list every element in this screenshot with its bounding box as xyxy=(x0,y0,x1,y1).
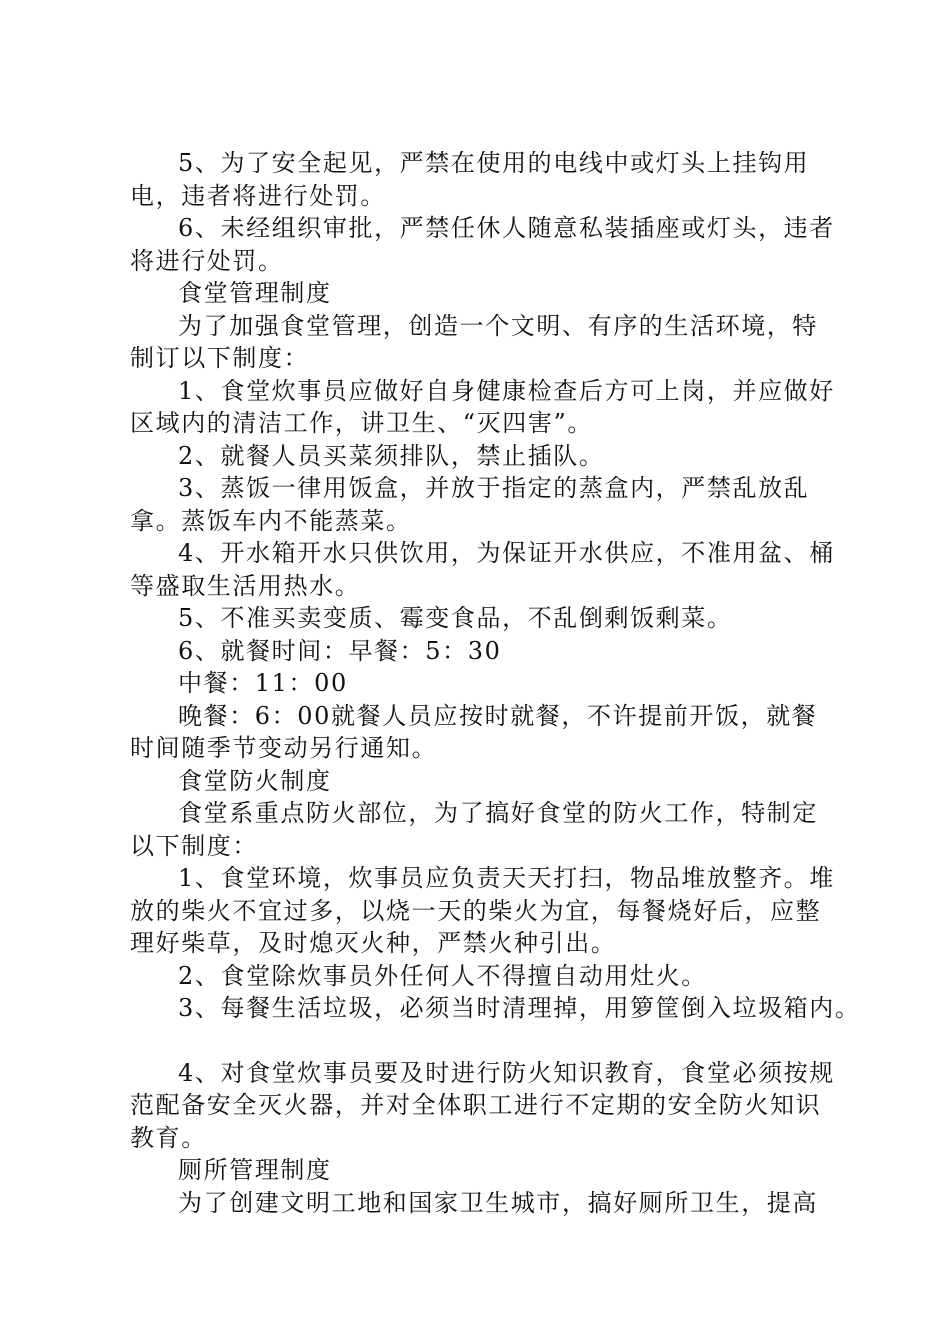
paragraph-fire-intro: 食堂系重点防火部位，为了搞好食堂的防火工作，特制定以下制度： xyxy=(130,799,818,860)
paragraph-fire-rule-1: 1、食堂环境，炊事员应负责天天打扫，物品堆放整齐。堆放的柴火不宜过多，以烧一天的柴火为宜，每餐烧好后，应整理好柴草，及时熄灭火种，严禁火种引出。 xyxy=(130,864,835,957)
paragraph-canteen-rule-2: 2、就餐人员买菜须排队，禁止插队。 xyxy=(178,441,605,470)
paragraph-canteen-rule-4: 4、开水箱开水只供饮用，为保证开水供应，不准用盆、桶等盛取生活用热水。 xyxy=(130,539,835,600)
paragraph-canteen-intro: 为了加强食堂管理，创造一个文明、有序的生活环境，特制订以下制度： xyxy=(130,311,818,372)
paragraph-toilet-intro: 为了创建文明工地和国家卫生城市，搞好厕所卫生，提高 xyxy=(178,1188,818,1217)
section-heading-canteen-fire: 食堂防火制度 xyxy=(178,766,332,795)
paragraph-canteen-rule-6: 6、就餐时间：早餐：5：30 xyxy=(178,636,502,665)
paragraph-lunch-time: 中餐：11：00 xyxy=(178,669,348,697)
paragraph-electric-rule-5: 5、为了安全起见，严禁在使用的电线中或灯头上挂钩用电，违者将进行处罚。 xyxy=(130,149,810,210)
blank-line xyxy=(130,1025,835,1057)
paragraph-fire-rule-4: 4、对食堂炊事员要及时进行防火知识教育，食堂必须按规范配备安全灭火器，并对全体职工进行不定期的安全防火知识教育。 xyxy=(130,1058,835,1152)
paragraph-canteen-rule-1: 1、食堂炊事员应做好自身健康检查后方可上岗，并应做好区域内的清洁工作，讲卫生、“灭四害”。 xyxy=(130,376,835,437)
document-body xyxy=(130,147,861,1219)
paragraph-electric-rule-6: 6、未经组织审批，严禁任休人随意私装插座或灯头，违者将进行处罚。 xyxy=(130,214,835,275)
paragraph-fire-rule-3: 3、每餐生活垃圾，必须当时清理掉，用箩筐倒入垃圾箱内。 xyxy=(178,994,861,1022)
section-heading-toilet-management: 厕所管理制度 xyxy=(178,1156,332,1184)
paragraph-fire-rule-2: 2、食堂除炊事员外任何人不得擅自动用灶火。 xyxy=(178,961,707,990)
paragraph-canteen-rule-3: 3、蒸饭一律用饭盒，并放于指定的蒸盒内，严禁乱放乱拿。蒸饭车内不能蒸菜。 xyxy=(130,474,810,535)
section-heading-canteen-management: 食堂管理制度 xyxy=(178,279,332,307)
paragraph-canteen-rule-5: 5、不准买卖变质、霉变食品，不乱倒剩饭剩菜。 xyxy=(178,604,733,632)
paragraph-dinner-time: 晚餐：6：00就餐人员应按时就餐，不许提前开饭，就餐时间随季节变动另行通知。 xyxy=(130,701,818,762)
